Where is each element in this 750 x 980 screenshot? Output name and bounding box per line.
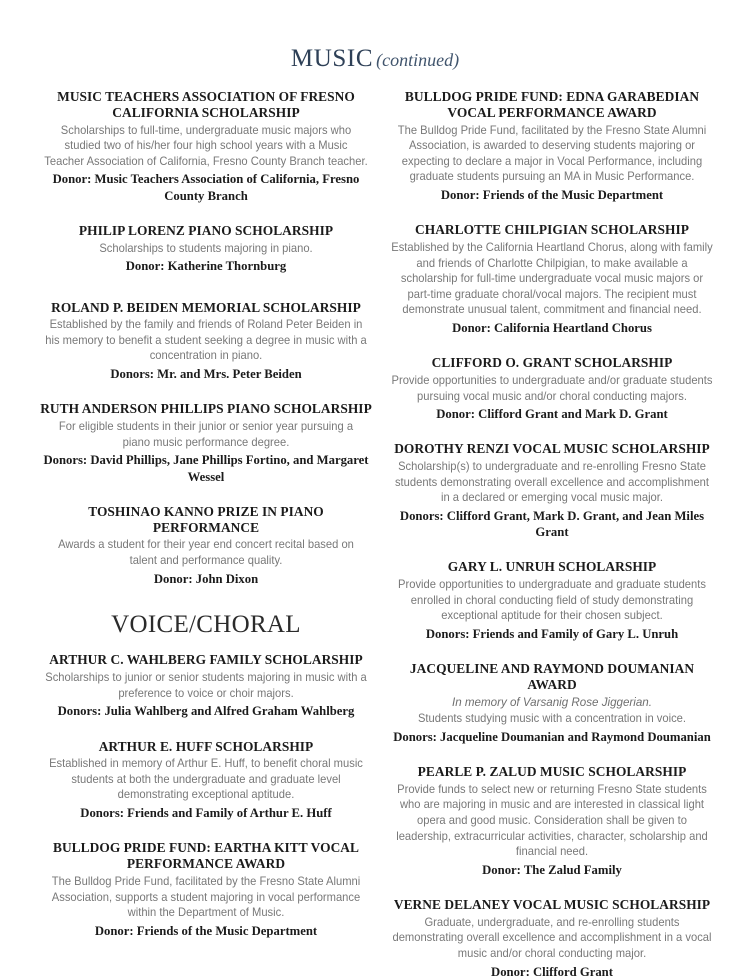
scholarship-donor: Donor: Clifford Grant and Mark D. Grant [436, 407, 668, 422]
scholarship-donor: Donor: Friends of the Music Department [440, 187, 664, 202]
scholarship-description: Provide opportunities to undergraduate and graduate students enrolled in choral conducting field of study demonstrating exceptional aptitude for their chosen subject. [398, 578, 706, 623]
scholarship-donor: Donor: Katherine Thornburg [125, 259, 287, 274]
scholarship-entry [38, 89, 374, 204]
scholarship-donor: Donors: Friends and Family of Gary L. Unruh [425, 626, 679, 641]
scholarship-entry [38, 652, 374, 719]
scholarship-entry [384, 661, 720, 745]
scholarship-title: ARTHUR E. HUFF SCHOLARSHIP [98, 738, 314, 754]
scholarship-memorial-note: In memory of Varsanig Rose Jiggerian. [452, 695, 652, 709]
scholarship-entry [384, 441, 720, 540]
left-column [38, 89, 374, 939]
scholarship-description: Established by the California Heartland Chorus, along with family and friends of Charlotte Chilpigian, to make available a scholarship for full-time undergraduate vocal music majors or part-time graduate choral/vocal majors. The recipient must demonstrate unusual talent, commitment and financial need. [391, 241, 713, 317]
scholarship-entry [384, 222, 720, 336]
scholarship-title: MUSIC TEACHERS ASSOCIATION OF FRESNO CALIFORNIA SCHOLARSHIP [57, 89, 355, 120]
scholarship-entry [38, 300, 374, 383]
scholarship-entry [38, 401, 374, 484]
scholarship-description: Students studying music with a concentration in voice. [417, 712, 687, 726]
scholarship-title: GARY L. UNRUH SCHOLARSHIP [447, 559, 657, 575]
page-title [38, 46, 712, 71]
scholarship-entry [384, 559, 720, 642]
scholarship-title: TOSHINAO KANNO PRIZE IN PIANO PERFORMANCE [88, 503, 324, 535]
page-title-main: MUSIC [290, 45, 374, 72]
scholarship-entry [38, 840, 374, 939]
scholarship-entry [384, 764, 720, 878]
scholarship-donor: Donors: Jacqueline Doumanian and Raymond Doumanian [393, 729, 711, 744]
scholarship-description: For eligible students in their junior or senior year pursuing a piano music performance degree. [58, 420, 354, 449]
scholarship-description: Graduate, undergraduate, and re-enrolling students demonstrating overall excellence and accomplishment in a vocal music and/or choral conducting major. [392, 915, 712, 960]
scholarship-title: ROLAND P. BEIDEN MEMORIAL SCHOLARSHIP [51, 299, 361, 315]
scholarship-description: The Bulldog Pride Fund, facilitated by the Fresno State Alumni Association, is awarded to deserving students majoring or expecting to declare a major in Vocal Performance, including graduate students pursuing an MA in Music Performance. [397, 123, 707, 184]
scholarship-entry [384, 89, 720, 203]
scholarship-title: PHILIP LORENZ PIANO SCHOLARSHIP [78, 222, 334, 238]
right-column [384, 89, 720, 980]
scholarship-donor: Donors: Mr. and Mrs. Peter Beiden [110, 367, 302, 382]
scholarship-donor: Donor: Music Teachers Association of California, Fresno County Branch [52, 172, 360, 203]
scholarship-title: BULLDOG PRIDE FUND: EDNA GARABEDIAN VOCAL PERFORMANCE AWARD [404, 89, 700, 120]
scholarship-description: Scholarships to junior or senior students majoring in music with a preference to voice or choir majors. [45, 671, 367, 700]
scholarship-entry [38, 739, 374, 822]
scholarship-entry [38, 504, 374, 587]
scholarship-donor: Donor: California Heartland Chorus [452, 320, 652, 335]
scholarship-title: CLIFFORD O. GRANT SCHOLARSHIP [431, 355, 673, 371]
scholarship-title: DOROTHY RENZI VOCAL MUSIC SCHOLARSHIP [394, 441, 710, 457]
scholarship-entry [38, 223, 374, 275]
scholarship-entry [384, 355, 720, 422]
scholarship-title: JACQUELINE AND RAYMOND DOUMANIAN AWARD [409, 661, 695, 693]
section-heading-voice-choral: VOICE/CHORAL [111, 610, 301, 638]
scholarship-donor: Donors: Clifford Grant, Mark D. Grant, and Jean Miles Grant [399, 508, 705, 540]
page-title-continued: (continued) [376, 50, 460, 70]
scholarship-description: The Bulldog Pride Fund, facilitated by the Fresno State Alumni Association, supports a student majoring in vocal performance within the Department of Music. [51, 874, 361, 920]
scholarship-description: Established by the family and friends of Roland Peter Beiden in his memory to benefit a student seeking a degree in music with a concentration in piano. [45, 318, 367, 363]
scholarship-title: PEARLE P. ZALUD MUSIC SCHOLARSHIP [417, 764, 687, 780]
scholarship-description: Scholarships to full-time, undergraduate music majors who studied two of his/her four high school years with a Music Teacher Association of California, Fresno County Branch teacher. [44, 123, 368, 168]
scholarship-title: VERNE DELANEY VOCAL MUSIC SCHOLARSHIP [393, 897, 711, 913]
scholarship-title: BULLDOG PRIDE FUND: EARTHA KITT VOCAL PERFORMANCE AWARD [52, 840, 360, 872]
scholarship-description: Scholarship(s) to undergraduate and re-enrolling Fresno State students demonstrating overall excellence and accomplishment in a declared or emerging vocal music major. [394, 460, 710, 505]
scholarship-donor: Donor: Friends of the Music Department [94, 923, 318, 938]
scholarship-description: Provide opportunities to undergraduate and/or graduate students pursuing vocal music and/or choral conducting majors. [391, 373, 713, 403]
scholarship-donor: Donors: Friends and Family of Arthur E. Huff [80, 806, 332, 821]
scholarship-description: Established in memory of Arthur E. Huff, to benefit choral music students at both the undergraduate and graduate level demonstrating exceptional aptitude. [49, 757, 363, 802]
scholarship-donor: Donor: Clifford Grant [491, 964, 613, 979]
scholarship-description: Provide funds to select new or returning Fresno State students who are majoring in music and are interested in classical light opera and good music. Consideration shall be given to leadership, extracurricular activities, character, scholarship and financial need. [396, 782, 708, 859]
scholarship-entry [384, 897, 720, 980]
scholarship-title: RUTH ANDERSON PHILLIPS PIANO SCHOLARSHIP [40, 401, 372, 417]
scholarship-description: Scholarships to students majoring in piano. [99, 241, 313, 255]
scholarship-description: Awards a student for their year end concert recital based on talent and performance quality. [58, 538, 354, 567]
scholarship-donor: Donor: John Dixon [153, 571, 259, 586]
scholarship-title: ARTHUR C. WAHLBERG FAMILY SCHOLARSHIP [49, 652, 363, 668]
scholarship-donor: Donors: David Phillips, Jane Phillips Fortino, and Margaret Wessel [43, 453, 369, 484]
two-column-body [38, 89, 712, 980]
scholarship-donor: Donors: Julia Wahlberg and Alfred Graham Wahlberg [57, 704, 355, 719]
scholarship-donor: Donor: The Zalud Family [482, 862, 622, 877]
scholarship-title: CHARLOTTE CHILPIGIAN SCHOLARSHIP [415, 222, 689, 238]
